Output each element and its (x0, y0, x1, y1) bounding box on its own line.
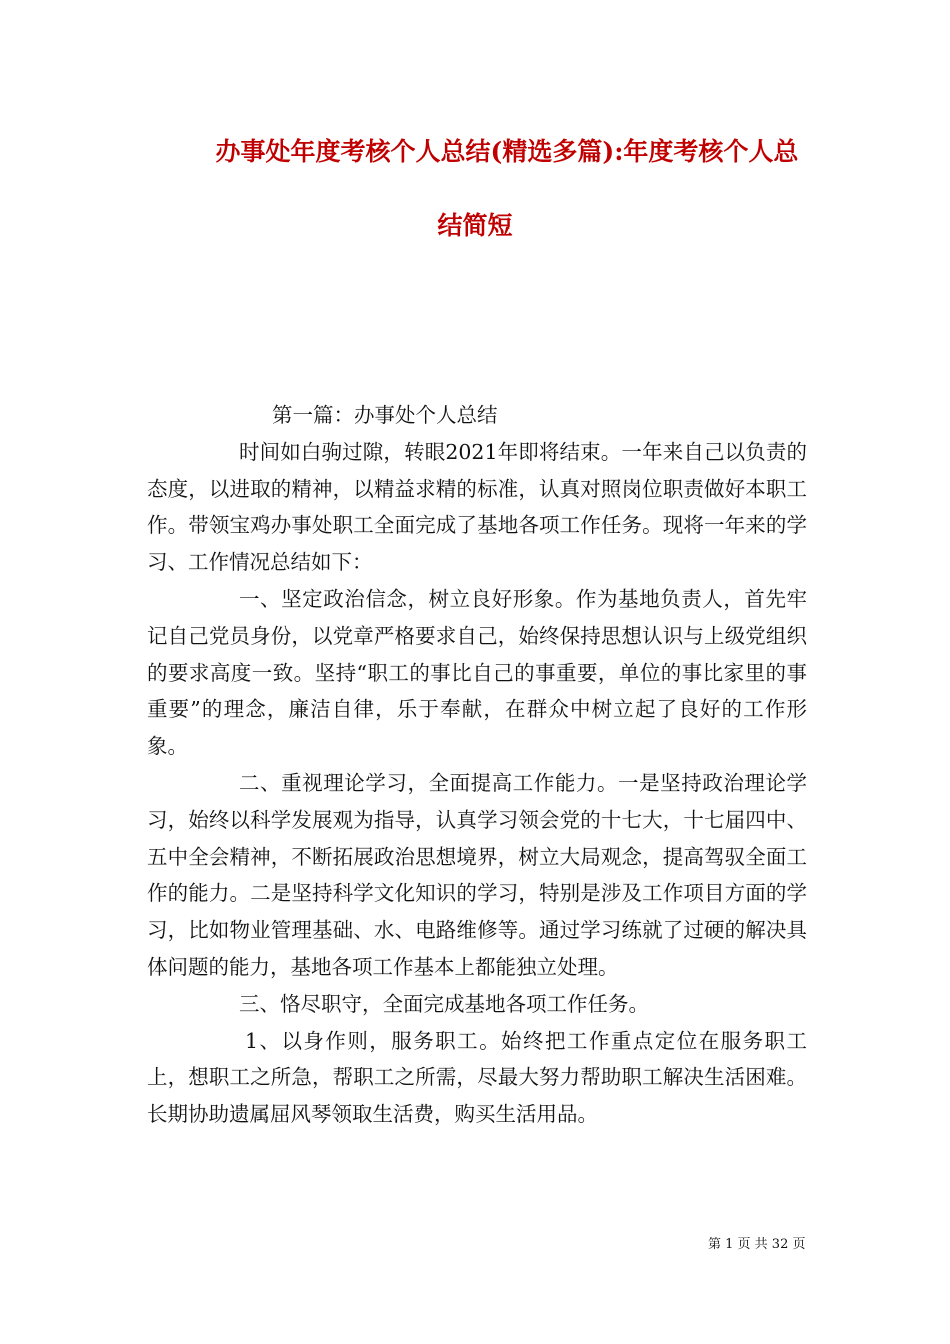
paragraph-intro: 时间如白驹过隙，转眼2021年即将结束。一年来自己以负责的态度，以进取的精神，以精益求精的标准，认真对照岗位职责做好本职工作。带领宝鸡办事处职工全面完成了基地各项工作任务。现将一年来的学习、工作情况总结如下： (147, 439, 807, 575)
document-title-line-2: 结简短 (437, 211, 513, 240)
document-body (147, 397, 807, 1133)
paragraph-point-1: 一、坚定政治信念，树立良好形象。作为基地负责人，首先牢记自己党员身份，以党章严格要求自己，始终保持思想认识与上级党组织的要求高度一致。坚持“职工的事比自己的事重要，单位的事比家里的事重要”的理念，廉洁自律，乐于奉献，在群众中树立起了良好的工作形象。 (147, 586, 807, 759)
paragraph-point-2: 二、重视理论学习，全面提高工作能力。一是坚持政治理论学习，始终以科学发展观为指导，认真学习领会党的十七大，十七届四中、五中全会精神，不断拓展政治思想境界，树立大局观念，提高驾驭全面工作的能力。二是坚持科学文化知识的学习，特别是涉及工作项目方面的学习，比如物业管理基础、水、电路维修等。通过学习练就了过硬的解决具体问题的能力，基地各项工作基本上都能独立处理。 (147, 770, 807, 979)
document-title-line-1: 办事处年度考核个人总结(精选多篇):年度考核个人总 (215, 137, 799, 166)
paragraph-point-3: 三、恪尽职守，全面完成基地各项工作任务。 (239, 991, 649, 1016)
section-heading: 第一篇：办事处个人总结 (272, 403, 498, 427)
page-number-footer: 第 1 页 共 32 页 (708, 1237, 806, 1252)
paragraph-subpoint-1: 1、以身作则，服务职工。始终把工作重点定位在服务职工上，想职工之所急，帮职工之所需，尽最大努力帮助职工解决生活困难。长期协助遗属屈风琴领取生活费，购买生活用品。 (147, 1028, 807, 1127)
